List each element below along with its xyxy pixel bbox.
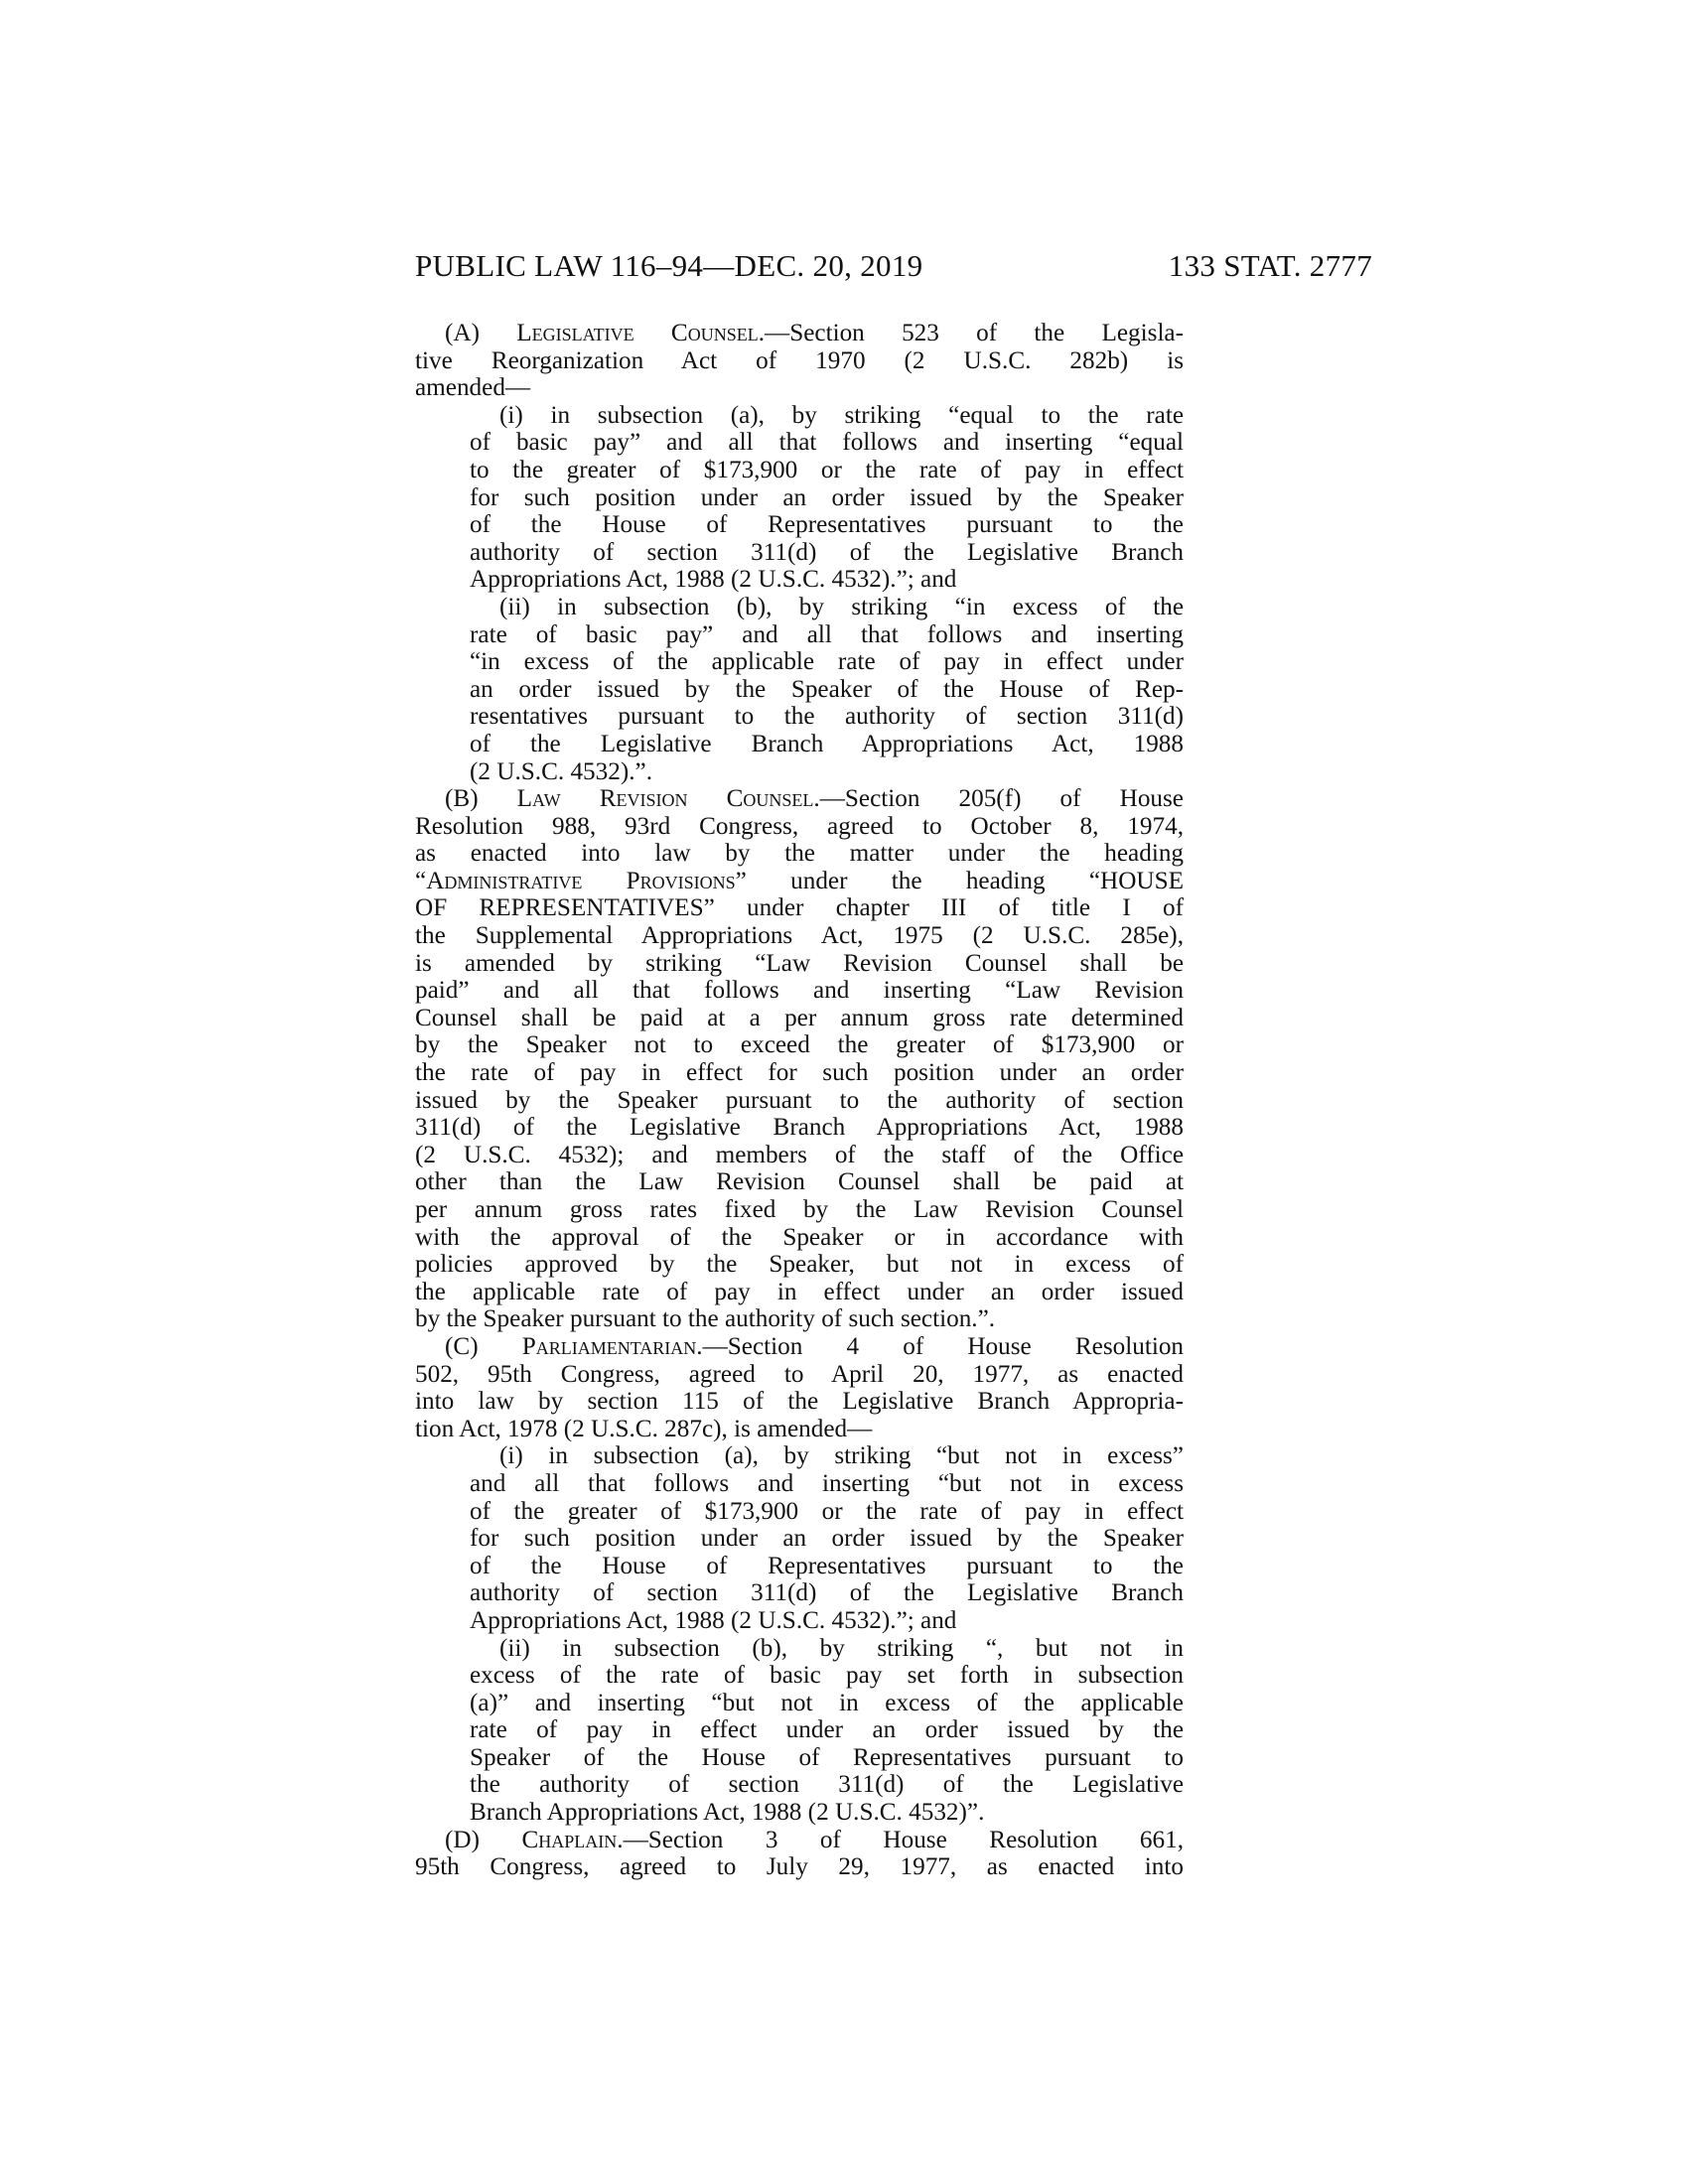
text-line: (2 U.S.C. 4532); and members of the staff of the Office	[415, 1141, 1184, 1168]
small-caps-heading: Legislative Counsel	[516, 320, 759, 346]
text-line: amended—	[415, 374, 531, 402]
text-line: an order issued by the Speaker of the House of Rep-	[470, 675, 1184, 703]
text-line: the applicable rate of pay in effect under an order issued	[415, 1278, 1184, 1305]
text-line: by the Speaker pursuant to the authority of such section.”.	[415, 1305, 996, 1333]
text-line: with the approval of the Speaker or in accordance with	[415, 1223, 1184, 1251]
small-caps-heading: Chaplain	[521, 1826, 618, 1853]
text-line: Resolution 988, 93rd Congress, agreed to October 8, 1974,	[415, 812, 1184, 840]
text-line: (i) in subsection (a), by striking “equal to the rate	[499, 401, 1184, 429]
text-line: (C) Parliamentarian.—Section 4 of House Resolution	[445, 1332, 1185, 1360]
text-line: policies approved by the Speaker, but not in excess of	[415, 1251, 1184, 1279]
text-line: tion Act, 1978 (2 U.S.C. 287c), is amended—	[415, 1415, 873, 1442]
text-line: (D) Chaplain.—Section 3 of House Resolution 661,	[445, 1826, 1185, 1853]
text-line: of the House of Representatives pursuant to the	[470, 511, 1184, 539]
public-law-citation: PUBLIC LAW 116–94—DEC. 20, 2019	[415, 248, 923, 283]
text-line: (i) in subsection (a), by striking “but not in excess”	[499, 1442, 1184, 1470]
text-line: other than the Law Revision Counsel shall be paid at	[415, 1168, 1184, 1196]
text-line: as enacted into law by the matter under the heading	[415, 840, 1184, 868]
text-line: Counsel shall be paid at a per annum gross rate determined	[415, 1004, 1184, 1031]
text-line: per annum gross rates fixed by the Law Revision Counsel	[415, 1196, 1184, 1223]
text-line: OF REPRESENTATIVES” under chapter III of title I of	[415, 894, 1184, 922]
text-line: of the greater of $173,900 or the rate of pay in effect	[470, 1497, 1184, 1525]
text-line: paid” and all that follows and inserting “Law Revision	[415, 977, 1184, 1005]
text-line: (A) Legislative Counsel.—Section 523 of the Legisla-	[445, 320, 1185, 346]
text-line: rate of basic pay” and all that follows and inserting	[470, 620, 1184, 648]
text-line: into law by section 115 of the Legislative Branch Appropria-	[415, 1388, 1184, 1416]
text-line: resentatives pursuant to the authority of section 311(d)	[470, 703, 1184, 731]
text-line: of basic pay” and all that follows and inserting “equal	[470, 429, 1184, 457]
text-line: (a)” and inserting “but not in excess of the applicable	[470, 1689, 1184, 1716]
text-line: issued by the Speaker pursuant to the authority of section	[415, 1086, 1184, 1114]
text-line: of the House of Representatives pursuant to the	[470, 1552, 1184, 1579]
small-caps-heading: Administrative Provisions	[426, 867, 736, 894]
running-header	[415, 248, 1372, 288]
small-caps-heading: Parliamentarian	[521, 1332, 697, 1360]
text-line: to the greater of $173,900 or the rate of pay in effect	[470, 456, 1184, 483]
text-line: authority of section 311(d) of the Legislative Branch	[470, 538, 1184, 566]
text-line: the rate of pay in effect for such position under an order	[415, 1059, 1184, 1087]
text-line: is amended by striking “Law Revision Counsel shall be	[415, 949, 1184, 977]
body-text	[415, 320, 1184, 1881]
text-line: (ii) in subsection (b), by striking “in excess of the	[499, 593, 1184, 620]
text-line: (ii) in subsection (b), by striking “, but not in	[499, 1634, 1184, 1662]
text-line: 95th Congress, agreed to July 29, 1977, as enacted into	[415, 1853, 1184, 1881]
text-line: (B) Law Revision Counsel.—Section 205(f) of House	[445, 785, 1184, 813]
text-line: for such position under an order issued by the Speaker	[470, 1525, 1184, 1553]
text-line: (2 U.S.C. 4532).”.	[470, 757, 652, 785]
statute-page-number: 133 STAT. 2777	[1168, 248, 1372, 283]
text-line: the Supplemental Appropriations Act, 1975 (2 U.S.C. 285e),	[415, 922, 1184, 950]
text-line: Branch Appropriations Act, 1988 (2 U.S.C. 4532)”.	[470, 1799, 985, 1827]
text-line: of the Legislative Branch Appropriations Act, 1988	[470, 730, 1184, 757]
text-line: “in excess of the applicable rate of pay in effect under	[470, 648, 1184, 676]
text-line: for such position under an order issued by the Speaker	[470, 483, 1184, 511]
text-line: authority of section 311(d) of the Legislative Branch	[470, 1579, 1184, 1607]
text-line: and all that follows and inserting “but not in excess	[470, 1469, 1184, 1497]
text-line: by the Speaker not to exceed the greater of $173,900 or	[415, 1031, 1184, 1059]
text-line: “Administrative Provisions” under the heading “HOUSE	[415, 867, 1184, 894]
text-line: Appropriations Act, 1988 (2 U.S.C. 4532).”; and	[470, 566, 957, 594]
small-caps-heading: Law Revision Counsel	[516, 785, 814, 813]
text-line: 311(d) of the Legislative Branch Appropriations Act, 1988	[415, 1114, 1184, 1142]
text-line: tive Reorganization Act of 1970 (2 U.S.C. 282b) is	[415, 346, 1184, 374]
text-line: Speaker of the House of Representatives pursuant to	[470, 1743, 1184, 1771]
text-line: Appropriations Act, 1988 (2 U.S.C. 4532).”; and	[470, 1606, 957, 1634]
text-line: excess of the rate of basic pay set forth in subsection	[470, 1662, 1184, 1690]
text-line: the authority of section 311(d) of the Legislative	[470, 1771, 1184, 1799]
text-line: rate of pay in effect under an order issued by the	[470, 1716, 1184, 1744]
text-line: 502, 95th Congress, agreed to April 20, 1977, as enacted	[415, 1360, 1184, 1388]
